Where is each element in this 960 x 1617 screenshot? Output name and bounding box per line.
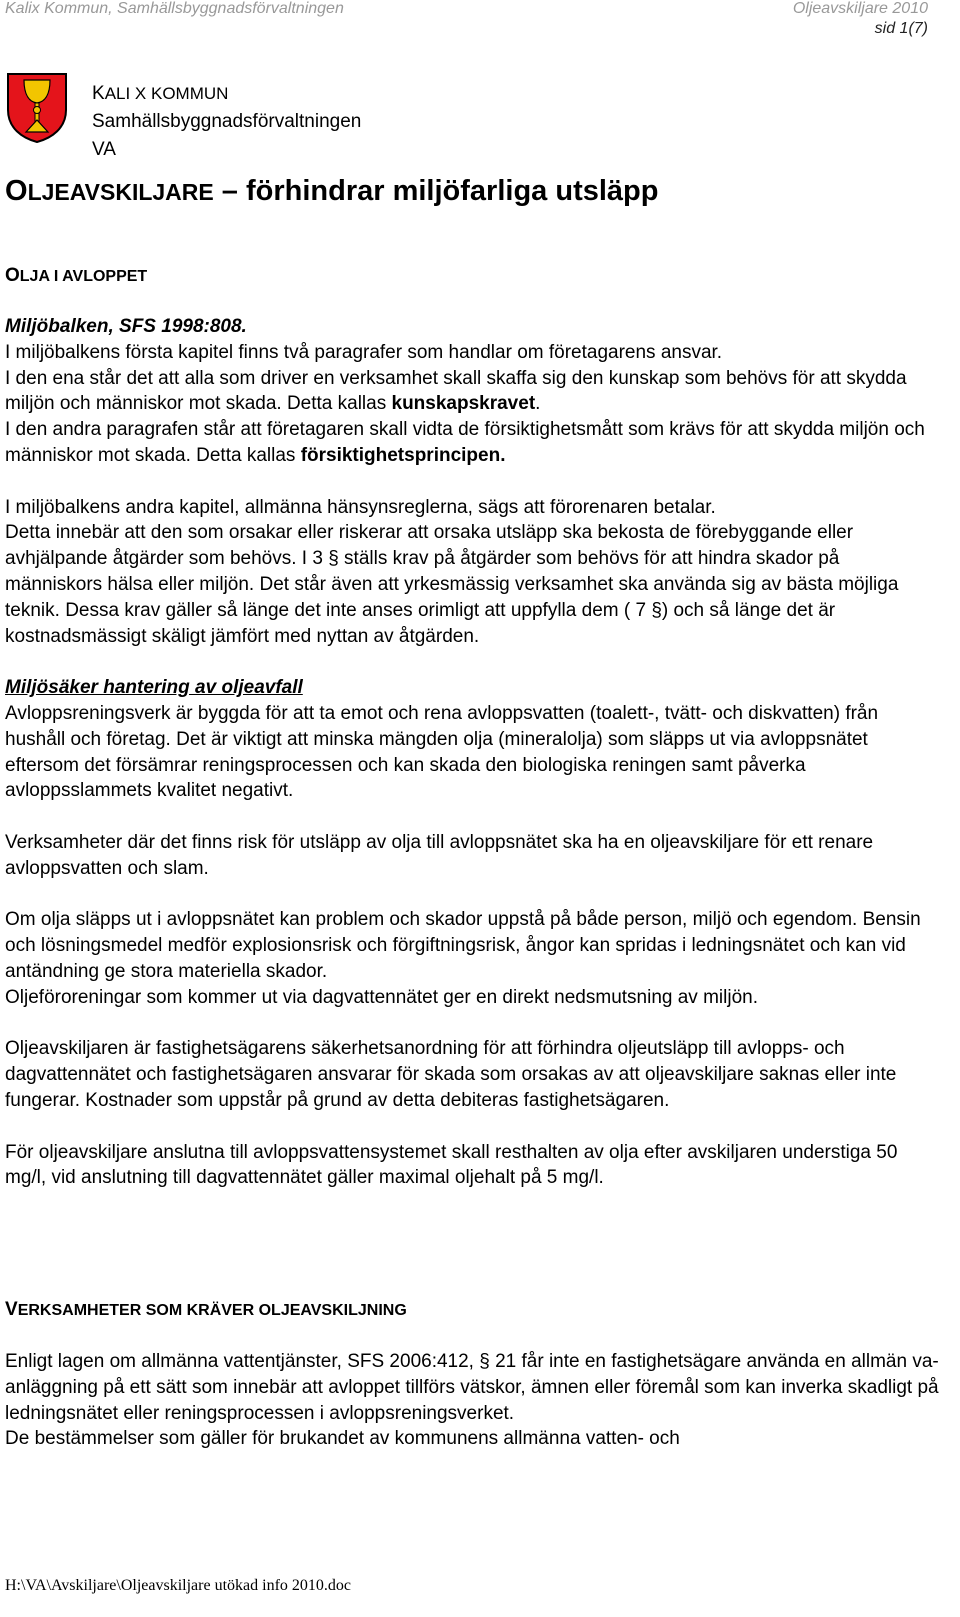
municipal-crest-logo xyxy=(6,72,68,144)
header-right: Oljeavskiljare 2010 xyxy=(792,0,928,17)
org-department: Samhällsbyggnadsförvaltningen xyxy=(92,111,362,132)
section-body-verksamheter xyxy=(5,1349,940,1452)
paragraph: Oljeföroreningar som kommer ut via dagvattennätet ger en direkt nedsmutsning av miljön. xyxy=(5,986,758,1008)
paragraph: Detta innebär att den som orsakar eller riskerar att orsaka utsläpp ska bekosta de förebyggande eller avhjälpande åtgärder som behövs. I 3 § ställs krav på åtgärder som behövs för att hindra skador på människors hälsa eller miljön. Det står även att yrkesmässig verksamhet ska använda sig av bästa möjliga teknik. Dessa krav gäller så länge det inte anses orimligt att uppfylla dem ( 7 §) och så länge det är kostnadsmässigt skäligt jämfört med nyttan av åtgärden. xyxy=(5,522,899,647)
paragraph: Verksamheter där det finns risk för utsläpp av olja till avloppsnätet ska ha en oljeavskiljare för ett renare avloppsvatten och slam. xyxy=(5,831,874,879)
organisation-block xyxy=(92,80,361,164)
section-body-olja xyxy=(5,314,940,1191)
paragraph: I miljöbalkens första kapitel finns två paragrafer som handlar om företagarens ansvar. xyxy=(5,341,723,363)
paragraph: Oljeavskiljaren är fastighetsägarens säkerhetsanordning för att förhindra oljeutsläpp till avlopps- och dagvattennätet och fastighetsägaren ansvarar för skada som orsakas av att oljeavskiljare saknas eller inte fungerar. Kostnader som uppstår på grund av detta debiteras fastighetsägaren. xyxy=(5,1038,897,1111)
header-left: Kalix Kommun, Samhällsbyggnadsförvaltningen xyxy=(5,0,344,17)
paragraph: Avloppsreningsverk är byggda för att ta emot och rena avloppsvatten (toalett-, tvätt- och diskvatten) från hushåll och företag. Det är viktigt att minska mängden olja (mineralolja) som släpps ut via avloppsnätet eftersom det försämrar reningsprocessen och kan skada den biologiska reningen samt påverka avloppsslammets kvalitet negativt. xyxy=(5,702,879,802)
section-heading-verksamheter: VERKSAMHETER SOM KRÄVER OLJEAVSKILJNING xyxy=(5,1299,407,1320)
paragraph: I den andra paragrafen står att företagaren skall vidta de försiktighetsmått som krävs för att skydda miljön och människor mot skada. Detta kallas försiktighetsprincipen. xyxy=(5,419,925,466)
org-unit: VA xyxy=(92,139,116,160)
org-name: KALI X KOMMUN xyxy=(92,83,229,104)
paragraph: Enligt lagen om allmänna vattentjänster, SFS 2006:412, § 21 får inte en fastighetsägare använda en allmän va-anläggning på ett sätt som innebär att avloppet tillförs vätskor, ämnen eller föremål som kan inverka skadligt på ledningsnätet eller reningsprocessen i avloppsreningsverket. xyxy=(5,1351,939,1424)
document-title: OLJEAVSKILJARE – förhindrar miljöfarliga utsläpp xyxy=(5,175,659,207)
law-reference: Miljöbalken, SFS 1998:808. xyxy=(5,316,247,337)
paragraph: De bestämmelser som gäller för brukandet av kommunens allmänna vatten- och xyxy=(5,1428,680,1450)
paragraph: I den ena står det att alla som driver en verksamhet skall skaffa sig den kunskap som behövs för att skydda miljön och människor mot skada. Detta kallas kunskapskravet. xyxy=(5,367,907,415)
subheading-safe-handling: Miljösäker hantering av oljeavfall xyxy=(5,677,303,699)
paragraph: I miljöbalkens andra kapitel, allmänna hänsynsreglerna, sägs att förorenaren betalar. xyxy=(5,496,716,518)
paragraph: Om olja släpps ut i avloppsnätet kan problem och skador uppstå på både person, miljö och egendom. Bensin och lösningsmedel medför explosionsrisk och förgiftningsrisk, ångor kan spridas i ledningsnätet och kan vid antändning ge stora materiella skador. xyxy=(5,909,921,982)
paragraph: För oljeavskiljare anslutna till avloppsvattensystemet skall resthalten av olja efter avskiljaren understiga 50 mg/l, vid anslutning till dagvattennätet gäller maximal oljehalt på 5 mg/l. xyxy=(5,1141,898,1189)
footer-file-path: H:\VA\Avskiljare\Oljeavskiljare utökad info 2010.doc xyxy=(5,1577,352,1594)
section-heading-olja: OLJA I AVLOPPET xyxy=(5,265,148,286)
page-number: sid 1(7) xyxy=(874,20,928,37)
